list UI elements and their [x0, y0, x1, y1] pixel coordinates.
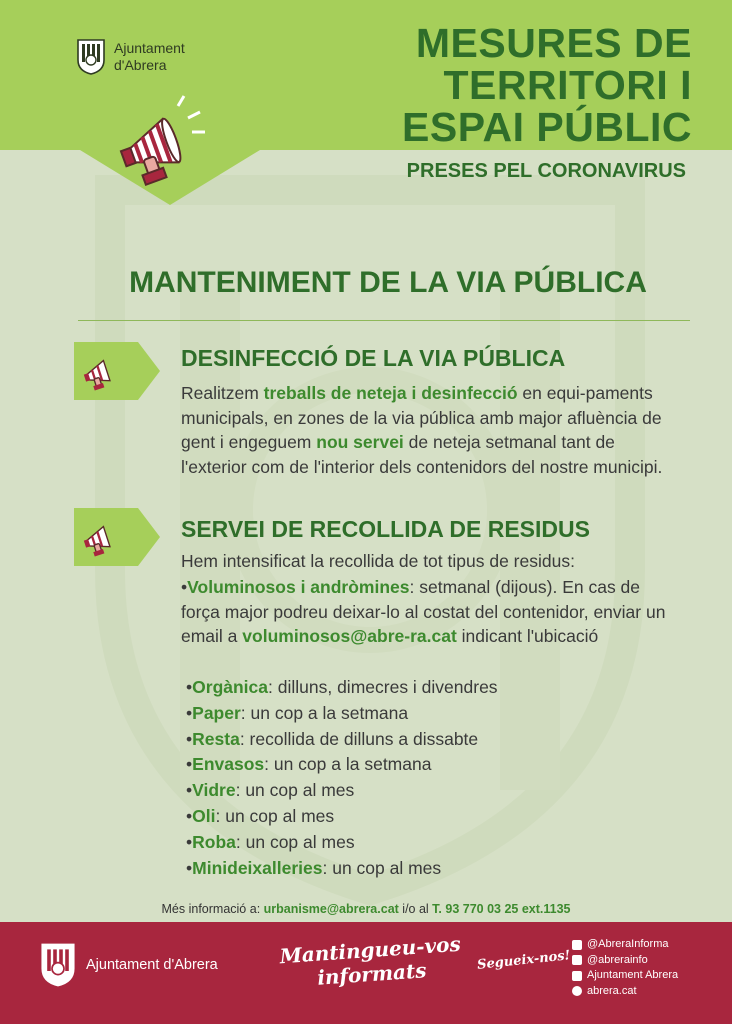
- list-item-label: Roba: [192, 831, 236, 852]
- text-span: de neteja setmanal tant de l'exterior com de l'interior dels contenidors del nostre municipi.: [181, 432, 663, 477]
- follow-us: Segueix-nos!: [476, 948, 572, 973]
- contact-phone[interactable]: T. 93 770 03 25 ext.1135: [432, 902, 571, 916]
- list-item: [186, 830, 498, 856]
- contact-email-link[interactable]: urbanisme@abrera.cat: [263, 902, 399, 916]
- text-span: indicant l'ubicació: [456, 626, 599, 646]
- list-item: [186, 675, 498, 701]
- list-item-text: : un cop a la setmana: [240, 702, 409, 723]
- list-item-text: : un cop al mes: [235, 780, 355, 801]
- logo-line2: d'Abrera: [114, 57, 167, 73]
- footer-logo: [40, 942, 218, 988]
- list-item: [186, 856, 498, 882]
- list-item: [186, 701, 498, 727]
- list-item-label: Envasos: [192, 754, 265, 775]
- social-youtube[interactable]: [572, 968, 678, 984]
- list-item-text: : un cop al mes: [235, 831, 355, 852]
- bullet: •: [186, 780, 193, 801]
- slogan: Mantingueu-vos informats: [278, 931, 462, 990]
- list-item-label: Minideixalleries: [192, 857, 323, 878]
- social-twitter[interactable]: [572, 937, 678, 953]
- megaphone-icon: [108, 92, 208, 192]
- text-span: en equi-paments municipals, en zones de la via pública amb major afluència de gent i engeguem: [181, 383, 662, 452]
- item-disinfection-title: DESINFECCIÓ DE LA VIA PÚBLICA: [181, 345, 566, 371]
- town-shield-icon: [40, 942, 76, 988]
- bullet: •: [186, 702, 193, 723]
- title-line2: TERRITORI I: [443, 62, 692, 108]
- more-info-line: [0, 902, 732, 916]
- list-item-label: Resta: [192, 728, 240, 749]
- item-disinfection-text: [181, 381, 681, 479]
- megaphone-icon: [74, 342, 160, 400]
- list-item: [186, 778, 498, 804]
- social-label: @AbreraInforma: [587, 938, 669, 950]
- section-divider: [78, 320, 690, 321]
- waste-schedule-list: [186, 675, 498, 881]
- section-title: MANTENIMENT DE LA VIA PÚBLICA: [129, 266, 647, 299]
- logo-line1: Ajuntament: [114, 40, 185, 56]
- bullet: •: [186, 805, 193, 826]
- item-waste-bulky: [181, 575, 671, 649]
- social-label: @abrerainfo: [587, 953, 648, 966]
- title-line3: ESPAI PÚBLIC: [402, 104, 692, 150]
- list-item-text: : dilluns, dimecres i divendres: [268, 677, 498, 697]
- list-item-label: Paper: [192, 702, 241, 723]
- list-item-label: Oli: [192, 805, 216, 826]
- youtube-icon: [572, 971, 582, 981]
- item-waste-intro: Hem intensificat la recollida de tot tipus de residus:: [181, 551, 575, 571]
- instagram-icon: [572, 955, 582, 965]
- social-label: Ajuntament Abrera: [587, 969, 679, 981]
- text-span: i/o al: [398, 902, 433, 916]
- town-shield-icon: [76, 38, 106, 76]
- web-icon: [572, 986, 582, 996]
- list-item-label: Orgànica: [192, 677, 269, 697]
- list-item-text: : un cop al mes: [215, 805, 335, 826]
- highlight-span: nou servei: [316, 432, 404, 452]
- social-instagram[interactable]: [572, 953, 678, 969]
- main-title: [332, 22, 692, 148]
- bullet: •: [181, 577, 188, 597]
- list-item-text: : un cop al mes: [322, 857, 442, 878]
- text-span: Més informació a:: [161, 902, 264, 916]
- bulky-email-link[interactable]: voluminosos@abre-ra.cat: [242, 626, 457, 646]
- list-item: [186, 752, 498, 778]
- social-web[interactable]: [572, 984, 678, 1000]
- text-span: : setmanal (dijous). En cas de força major podreu deixar-lo al costat del contenidor, enviar un email a: [181, 577, 666, 646]
- list-item-text: : un cop a la setmana: [264, 754, 432, 775]
- bullet: •: [186, 677, 193, 697]
- text-span: Realitzem: [181, 383, 264, 403]
- item-waste-title: SERVEI DE RECOLLIDA DE RESIDUS: [181, 516, 590, 542]
- footer-logo-text: Ajuntament d'Abrera: [86, 957, 218, 973]
- highlight-span: treballs de neteja i desinfecció: [263, 383, 518, 403]
- bullet: •: [186, 754, 193, 775]
- megaphone-icon: [74, 508, 160, 566]
- title-line1: MESURES DE: [415, 20, 692, 66]
- social-links: [572, 937, 678, 999]
- list-item-text: : recollida de dilluns a dissabte: [239, 728, 479, 749]
- bullet: •: [186, 831, 193, 852]
- list-item-label: Vidre: [192, 780, 236, 801]
- bullet: •: [186, 728, 193, 749]
- list-item: [186, 804, 498, 830]
- header-logo: [76, 38, 185, 76]
- social-label: abrera.cat: [587, 984, 637, 997]
- subtitle: PRESES PEL CORONAVIRUS: [406, 160, 686, 182]
- twitter-icon: [572, 940, 582, 950]
- list-item: [186, 727, 498, 753]
- bullet: •: [186, 857, 193, 878]
- highlight-span: Voluminosos i andròmines: [187, 577, 410, 597]
